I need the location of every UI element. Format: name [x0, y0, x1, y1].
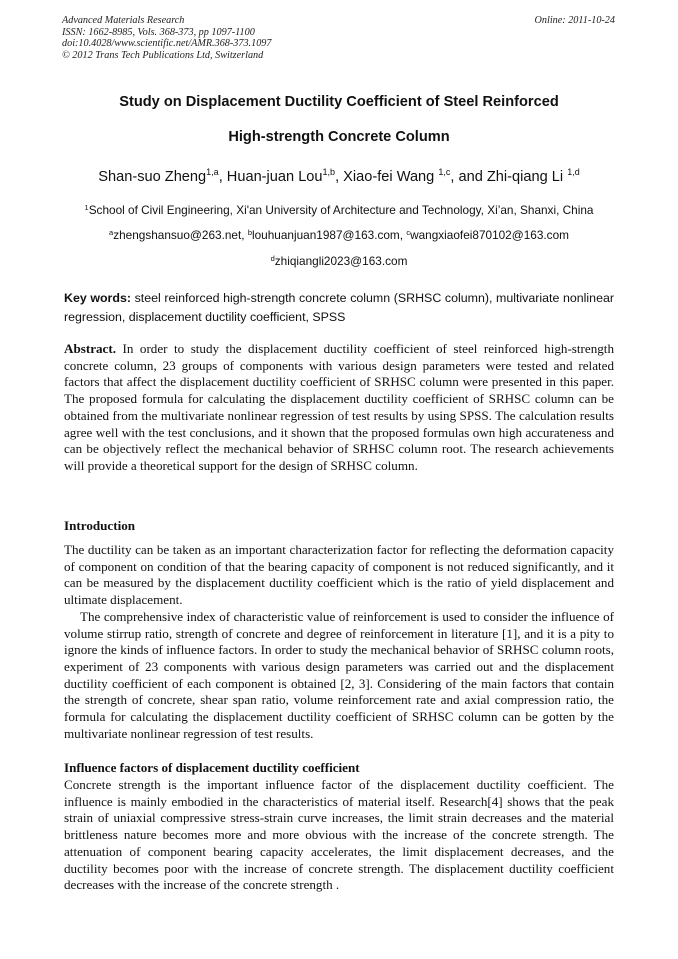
keywords-text: steel reinforced high-strength concrete column (SRHSC column), multivariate nonlinear regression, displacement ductility coefficient, SPSS	[64, 291, 614, 324]
author-name: Zhi-qiang Li	[486, 169, 564, 185]
author-name: Shan-suo Zheng	[98, 169, 207, 185]
abstract-label: Abstract.	[64, 341, 116, 356]
author-sup: 1,a	[206, 167, 219, 177]
author-sup: 1,c	[438, 167, 451, 177]
email-address: wangxiaofei870102@163.com	[410, 228, 569, 242]
email-sup: d	[270, 254, 275, 263]
introduction-body	[64, 542, 614, 742]
email-line-2	[20, 254, 658, 269]
email-sup: b	[247, 228, 252, 237]
keywords	[64, 289, 614, 326]
email-line-1: $^a$zhengshansuo@263.net, $^b$louhuanjuan1987@163.com, $^c$wangxiaofei870102@163.com	[109, 228, 569, 242]
email-sup: a	[109, 228, 114, 237]
email-sup: c	[406, 228, 411, 237]
issn-line: ISSN: 1662-8985, Vols. 368-373, pp 1097-1100	[62, 26, 255, 38]
doi-line: doi:10.4028/www.scientific.net/AMR.368-373.1097	[62, 38, 272, 50]
journal-header	[62, 15, 271, 61]
influence-body	[64, 777, 614, 894]
author-separator: ,	[335, 169, 344, 185]
online-date: Online: 2011-10-24	[534, 15, 615, 26]
author-list	[20, 167, 658, 187]
author-name: Huan-juan Lou	[226, 169, 323, 185]
email-address: louhuanjuan1987@163.com	[252, 228, 400, 242]
influence-heading: Influence factors of displacement ductility coefficient	[64, 760, 360, 775]
author-separator: ,	[218, 169, 227, 185]
introduction-heading: Introduction	[64, 518, 136, 533]
introduction-paragraph: The comprehensive index of characteristic value of reinforcement is used to consider the influence of volume stirrup ratio, strength of concrete and degree of reinforcement in literature [1], and it is a pity to ignore the kinds of influence factors. In order to study the mechanical behavior of SRHSC column roots, experiment of 23 components with various design parameters was carried out and the displacement ductility coefficient of each component is obtained [2, 3]. Considering of the main factors that contain the strength of concrete, shear span ratio, volume reinforcement rate and axial compression ratio, the formula for calculating the displacement ductility coefficient of SRHSC column can be gotten by the multivariate nonlinear regression of test results.	[64, 608, 614, 741]
journal-name: Advanced Materials Research	[62, 15, 185, 26]
author-name: Xiao-fei Wang	[343, 169, 435, 185]
email-address: zhiqiangli2023@163.com	[274, 254, 408, 268]
author-sup: 1,b	[322, 167, 336, 177]
influence-paragraph: Concrete strength is the important influence factor of the displacement ductility coefficient. The influence is mainly embodied in the characteristics of material itself. Research[4] shows that the peak strain of uniaxial compressive stress-strain curve increases, the limit strain decreases and the material brittleness nature becomes more and more obvious with the increase of the concrete strength. The attenuation of component bearing capacity accelerates, the limit displacement decreases, and the ductility becomes poor with the increase of concrete strength. The displacement ductility coefficient decreases with the increase of the concrete strength .	[64, 777, 614, 893]
email-address: zhengshansuo@263.net	[113, 228, 242, 242]
paper-title-line2: High-strength Concrete Column	[228, 129, 450, 145]
affiliation-text: School of Civil Engineering, Xi'an University of Architecture and Technology, Xi’an, Shanxi, China	[88, 203, 594, 217]
author-sup: 1,d	[567, 167, 580, 177]
introduction-paragraph: The ductility can be taken as an important characterization factor for reflecting the deformation capacity of component on condition of that the bearing capacity of component is not reduced significantly, and it can be measured by the displacement ductility coefficient which is the ratio of yield displacement and ultimate displacement.	[64, 542, 614, 608]
paper-title-line1: Study on Displacement Ductility Coefficient of Steel Reinforced	[119, 94, 559, 110]
copyright-line: © 2012 Trans Tech Publications Ltd, Switzerland	[62, 49, 264, 61]
author-separator: , and	[450, 169, 487, 185]
keywords-label: Key words:	[64, 291, 131, 305]
abstract-text: In order to study the displacement ductility coefficient of steel reinforced high-strength concrete column, 23 groups of components with various design parameters were tested and related factors that affect the displacement ductility coefficient of SRHSC column were presented in this paper. The proposed formula for calculating the displacement ductility coefficient of SRHSC column can be obtained from the multivariate nonlinear regression of test results by using SPSS. The calculation results agree well with the test conclusions, and it shown that the proposed formulas own high accurateness and can be objectively reflect the mechanical behavior of SRHSC column root. The research achievements will provide a theoretical support for the design of SRHSC column.	[64, 341, 614, 473]
abstract	[64, 341, 614, 475]
affiliation-sup: 1	[84, 203, 89, 212]
affiliation	[20, 203, 658, 218]
